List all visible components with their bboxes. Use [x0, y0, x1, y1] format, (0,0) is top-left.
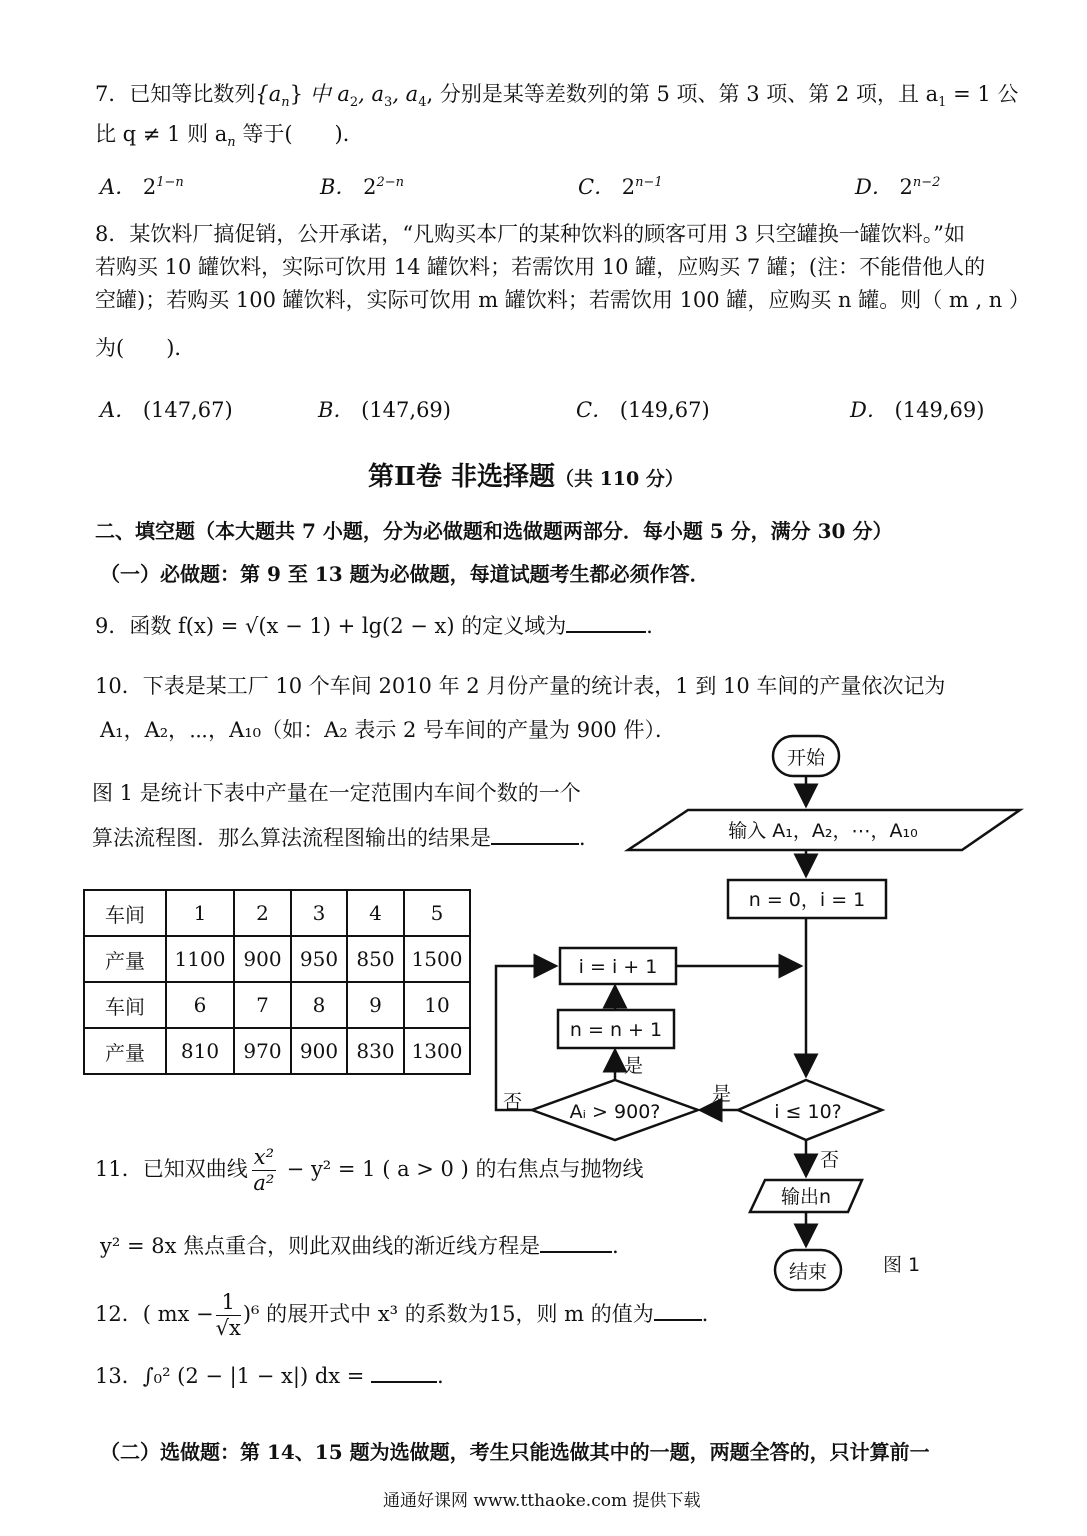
q12-answer-blank — [654, 1318, 702, 1321]
optional-note: （二）选做题：第 14、15 题为选做题，考生只能选做其中的一题，两题全答的，只计算前一 — [100, 1440, 930, 1464]
flow-caption: 图 1 — [883, 1254, 921, 1276]
q8-option-b: B． (147,69) — [318, 398, 451, 422]
q7-option-c: C． $2^{n-1}$ — [578, 175, 663, 199]
q8-line2: 若购买 10 罐饮料，实际可饮用 14 罐饮料；若需饮用 10 罐，应购买 7 罐；(注：不能借他人的 — [95, 255, 986, 279]
q10-line4: 算法流程图．那么算法流程图输出的结果是 ． — [92, 826, 600, 850]
flow-inc-n-label: n = n + 1 — [569, 1019, 663, 1041]
q7-sub2: 2 — [349, 95, 359, 111]
q11-line2: y² = 8x 焦点重合，则此双曲线的渐近线方程是 ． — [100, 1234, 634, 1258]
q7-option-a: A． $2^{1-n}$ — [100, 175, 184, 199]
table-row: 车间 1 2 3 4 5 — [84, 890, 470, 936]
q7-line2-end: 等于( )． — [235, 122, 364, 146]
q13-answer-blank — [371, 1380, 437, 1383]
section2-must: （一）必做题：第 9 至 13 题为必做题，每道试题考生都必须作答． — [100, 562, 710, 586]
flow-no-a: 否 — [503, 1091, 523, 1113]
section2-part: 二、填空题（本大题共 7 小题，分为必做题和选做题两部分．每小题 5 分，满分 30 分） — [95, 519, 893, 543]
q7-seq-close: } — [289, 82, 304, 106]
q7-c2: , a — [392, 82, 419, 106]
flow-yes-i: 是 — [712, 1083, 732, 1105]
q7-sub3: 3 — [384, 95, 393, 111]
q7-sub4: 4 — [418, 95, 427, 111]
q7-end: = 1 公 — [946, 82, 1019, 106]
q7-intro: 7．已知等比数列 — [95, 82, 256, 106]
q8-option-d: D． (149,69) — [850, 398, 985, 422]
flow-end-label: 结束 — [788, 1261, 828, 1283]
q11-answer-blank — [540, 1250, 612, 1253]
q7-seq: {a — [255, 82, 282, 106]
q7-option-b: B． $2^{2-n}$ — [320, 175, 405, 199]
flow-yes-a: 是 — [624, 1055, 644, 1077]
q10-line2: A₁，A₂，⋯，A₁₀（如：A₂ 表示 2 号车间的产量为 900 件）． — [100, 718, 676, 742]
table-row: 产量 810 970 900 830 1300 — [84, 1028, 470, 1074]
q8-line3: 空罐)；若购买 100 罐饮料，实际可饮用 m 罐饮料；若需饮用 100 罐，应购买 n 罐。则（ m , n ） — [95, 288, 1031, 312]
flow-no-i: 否 — [820, 1149, 840, 1171]
footer: 通通好课网 www.tthaoke.com 提供下载 — [383, 1491, 701, 1511]
q7-line2-text: 比 q ≠ 1 则 a — [95, 122, 228, 146]
q11-line1: 11．已知双曲线 $\frac{\text{x²}}{\text{a²}}$ − y² = 1 ( a > 0 ) 的右焦点与抛物线 — [95, 1145, 644, 1196]
q8-line1: 8．某饮料厂搞促销，公开承诺，“凡购买本厂的某种饮料的顾客可用 3 只空罐换一罐饮料。”如 — [95, 222, 966, 246]
flow-output-label: 输出n — [780, 1186, 832, 1208]
q13: 13．∫₀² (2 − |1 − x|) dx = ． — [95, 1364, 459, 1388]
q7-line2-sub: n — [227, 135, 236, 151]
q7-c1: , a — [358, 82, 385, 106]
q8-option-a: A． (147,67) — [100, 398, 233, 422]
flow-cond-i-label: i ≤ 10? — [774, 1101, 842, 1123]
q10-line3: 图 1 是统计下表中产量在一定范围内车间个数的一个 — [92, 781, 581, 805]
table-row: 车间 6 7 8 9 10 — [84, 982, 470, 1028]
flow-input-label: 输入 A₁，A₂，⋯，A₁₀ — [728, 820, 918, 842]
flow-init-label: n = 0，i = 1 — [748, 889, 866, 911]
flow-start-label: 开始 — [786, 747, 826, 769]
q7-option-d: D． $2^{n-2}$ — [855, 175, 941, 199]
flow-cond-a-label: Aᵢ > 900? — [569, 1101, 661, 1123]
q7-post: , 分别是某等差数列的第 5 项、第 3 项、第 2 项，且 a — [426, 82, 939, 106]
q9: 9．函数 f(x) = √(x − 1) + lg(2 − x) 的定义域为 ． — [95, 614, 668, 638]
q9-text: 9．函数 f(x) = √(x − 1) + lg(2 − x) 的定义域为 — [95, 614, 567, 638]
q7-sub1: 1 — [938, 95, 947, 111]
table-row: 产量 1100 900 950 850 1500 — [84, 936, 470, 982]
q10-line1: 10．下表是某工厂 10 个车间 2010 年 2 月份产量的统计表，1 到 10 车间的产量依次记为 — [95, 674, 946, 698]
q8-option-c: C． (149,67) — [576, 398, 710, 422]
section2-title: 第Ⅱ卷 非选择题（共 110 分） — [368, 462, 684, 492]
q7-mid: 中 a — [303, 82, 350, 106]
flow-inc-i-label: i = i + 1 — [578, 956, 658, 978]
q8-line4: 为( )． — [95, 336, 196, 360]
q12: 12．( mx − $\frac{1}{√x}$ )⁶ 的展开式中 x³ 的系数为15，则 m 的值为 ． — [95, 1290, 723, 1341]
q7-seq-sub: n — [281, 95, 290, 111]
